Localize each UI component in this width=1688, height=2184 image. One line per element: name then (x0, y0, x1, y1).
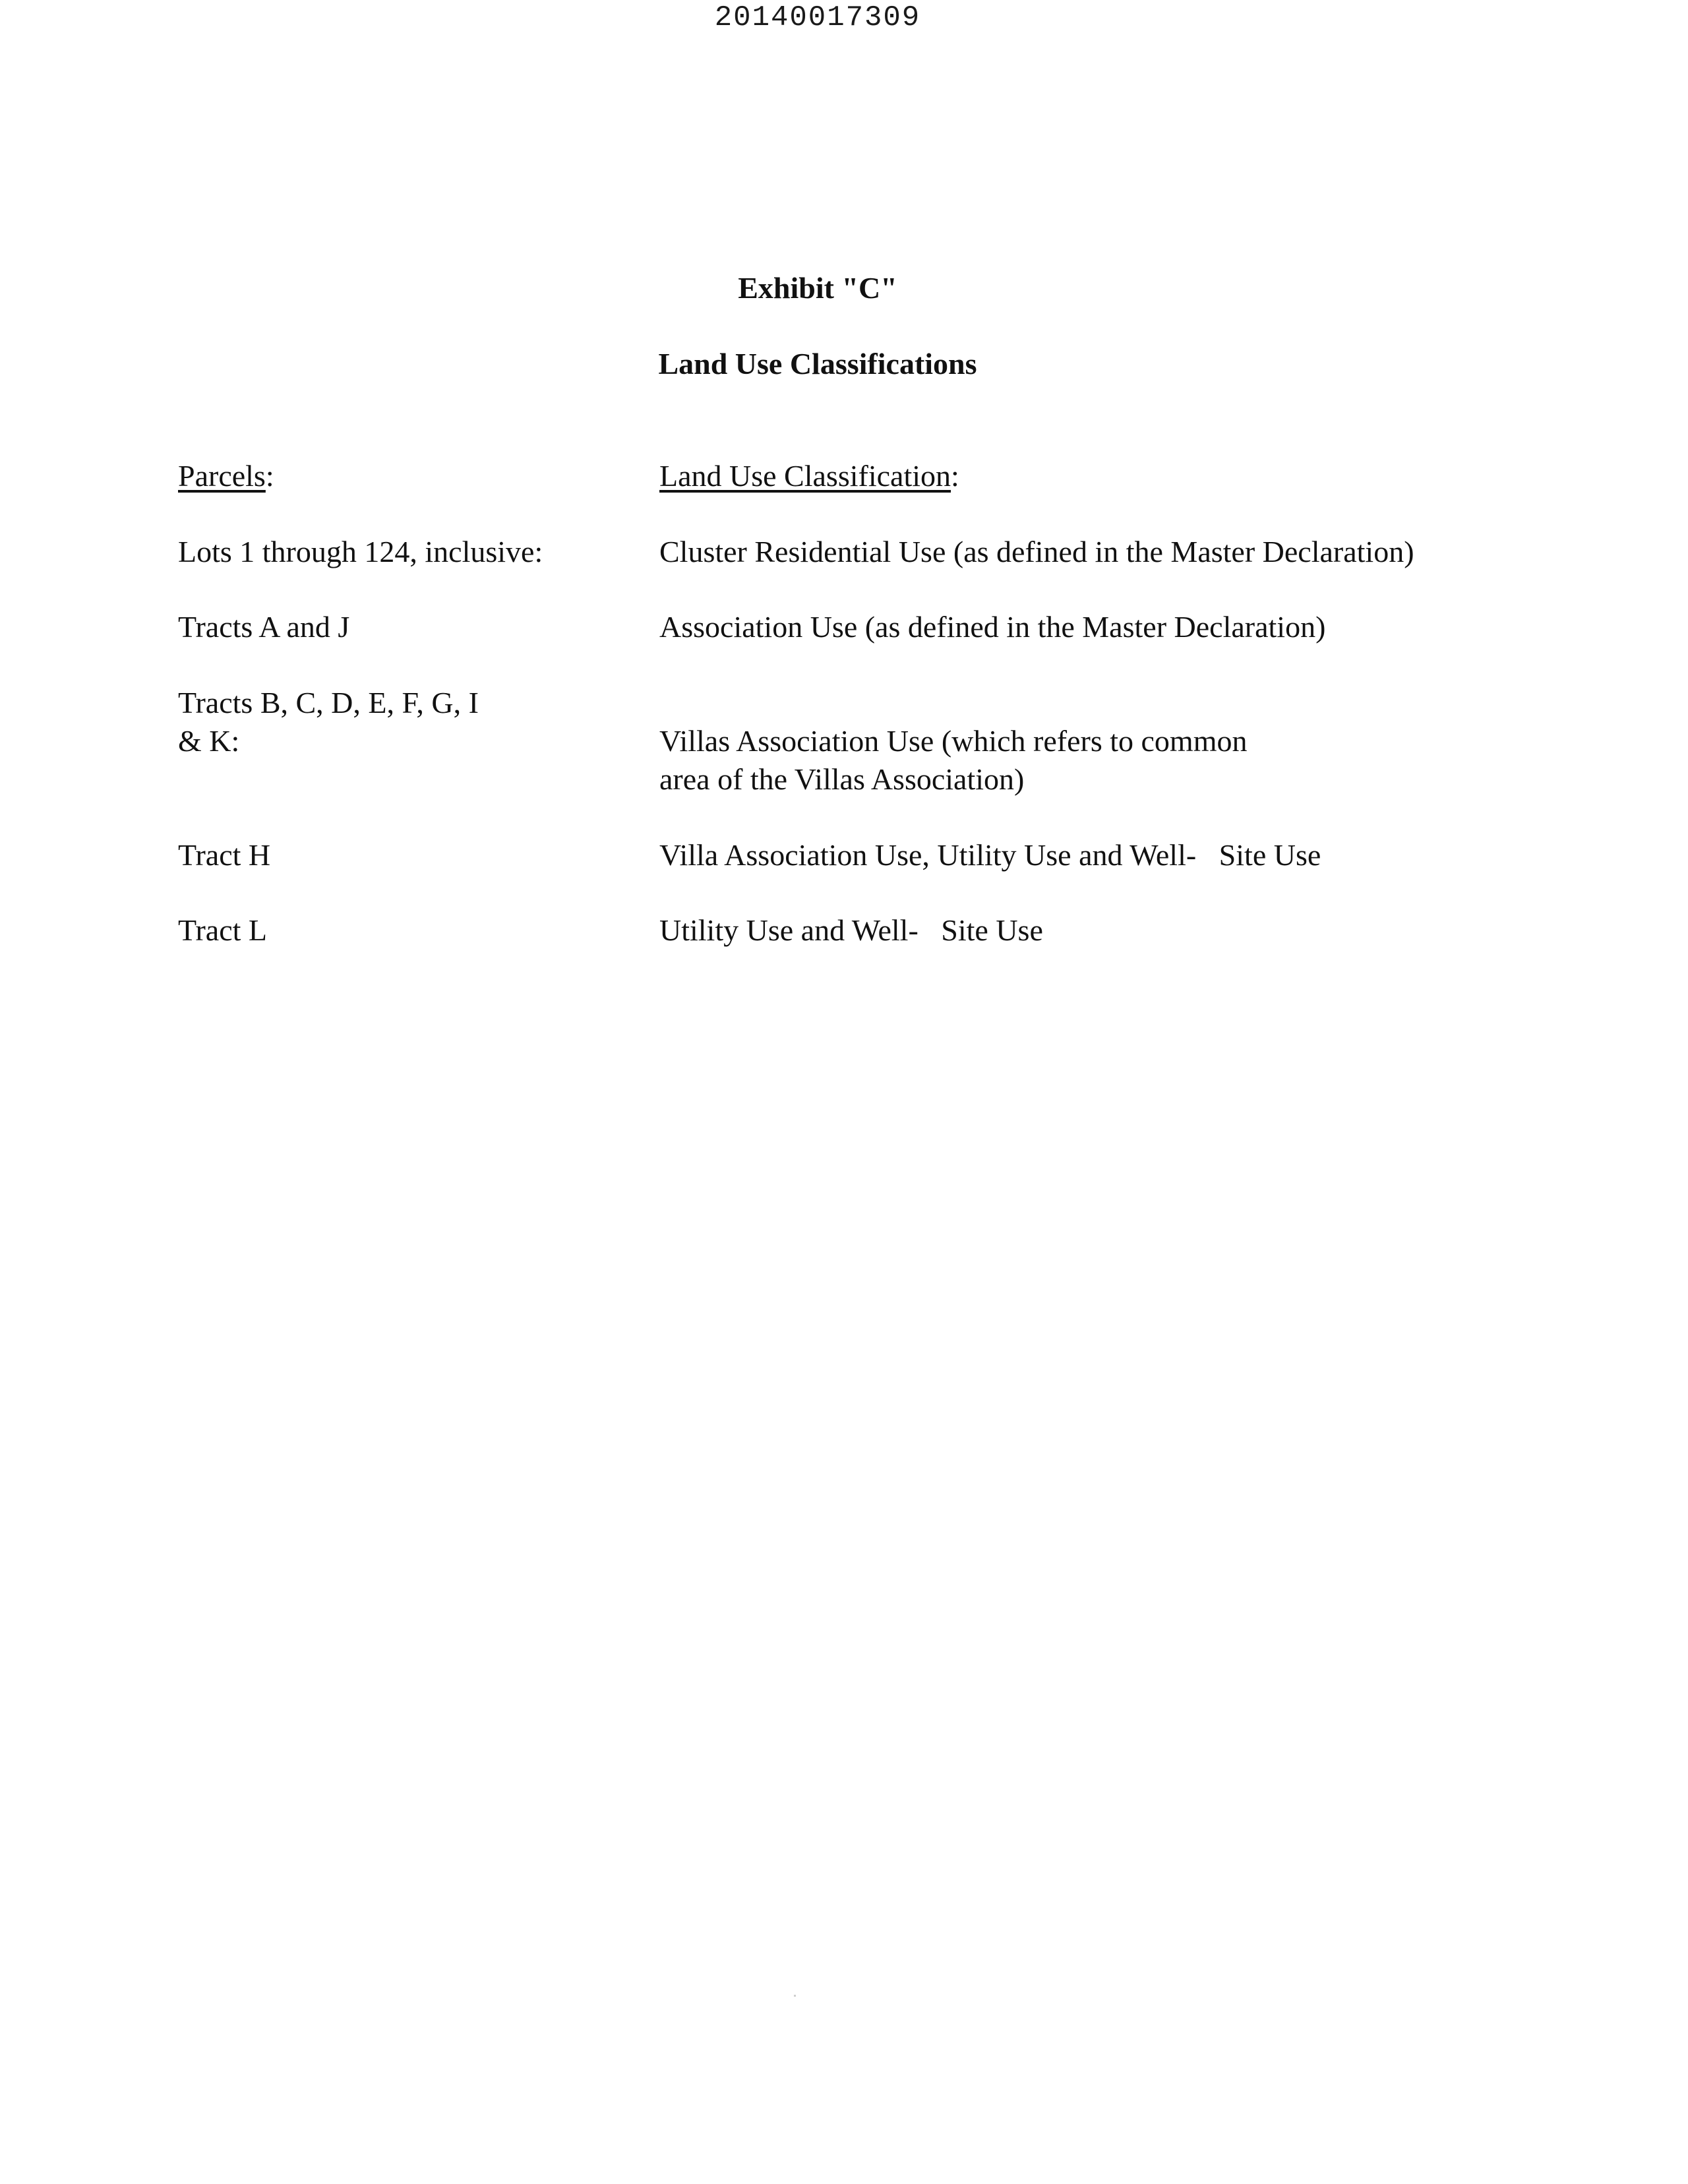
exhibit-title: Exhibit "C" (738, 271, 897, 305)
parcel-cell: Lots 1 through 124, inclusive: (178, 535, 543, 568)
parcel-cell: Tract H (178, 838, 271, 872)
document-number: 20140017309 (714, 1, 921, 34)
section-title: Land Use Classifications (658, 347, 977, 380)
classification-cell-line-1: Villas Association Use (which refers to common (659, 724, 1248, 758)
parcels-header-label: Parcels (178, 459, 266, 493)
parcels-header (178, 457, 274, 495)
scan-speck (794, 1995, 796, 1997)
classification-cell-line-2: area of the Villas Association) (659, 762, 1025, 796)
classification-cell: Utility Use and Well- Site Use (659, 913, 1043, 947)
classification-header-colon: : (951, 459, 959, 493)
classification-cell: Cluster Residential Use (as defined in the Master Declaration) (659, 535, 1414, 568)
classification-cell: Association Use (as defined in the Master Declaration) (659, 610, 1326, 644)
classification-header-label: Land Use Classification (659, 459, 951, 493)
parcel-cell-line-1: Tracts B, C, D, E, F, G, I (178, 686, 479, 719)
classification-cell: Villa Association Use, Utility Use and Well- Site Use (659, 838, 1321, 872)
classification-header (659, 457, 959, 495)
parcel-cell-line-2: & K: (178, 724, 240, 758)
parcel-cell: Tract L (178, 913, 268, 947)
parcel-cell: Tracts A and J (178, 610, 350, 644)
parcels-header-colon: : (265, 459, 274, 493)
